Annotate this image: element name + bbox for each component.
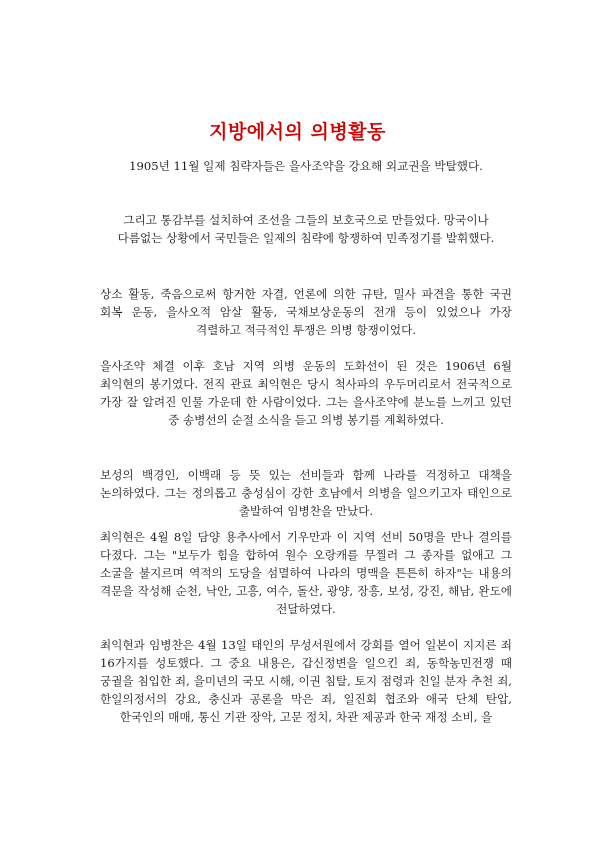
paragraph-treaty-intro: 1905년 11월 일제 침략자들은 을사조약을 강요해 외교권을 박탈했다. xyxy=(129,159,483,173)
paragraph-damyang-resolution: 최익현은 4월 8일 담양 용추사에서 기우만과 이 지역 선비 50명을 만나 결의를 다졌다. 그는 "보두가 힘을 합하여 원수 오랑캐를 무찔러 그 종자를 없애고 그 소굴을 불지르며 역적의 도당을 섬멸하여 나라의 명맥을 튼튼히 하자"는 내용의 격문을 작성해 순천, 낙안, 고흥, 여수, 돌산, 광양, 장흥, 보성, 강진, 해남, 완도에 전달하였다. xyxy=(100,530,512,616)
paragraph-boseong-scholars: 보성의 백경인, 이백래 등 뜻 있는 선비들과 함께 나라를 걱정하고 대책을 논의하였다. 그는 정의롭고 충성심이 강한 호남에서 의병을 일으키고자 태인으로 출발하여 임병찬을 만났다. xyxy=(100,468,512,518)
paragraph-choi-ik-hyun-uprising: 을사조약 체결 이후 호남 지역 의병 운동의 도화선이 된 것은 1906년 6월 최익현의 봉기였다. 전직 관료 최익현은 당시 척사파의 우두머리로서 전국적으로 가장 잘 알려진 인물 가운데 한 사람이었다. 그는 을사조약에 분노를 느끼고 있던 중 송병선의 순절 소식을 듣고 의병 봉기를 계획하였다. xyxy=(100,359,512,427)
document-title: 지방에서의 의병활동 xyxy=(209,121,386,143)
paragraph-museong-seowon: 최익현과 임병찬은 4월 13일 태인의 무성서원에서 강회를 열어 일본이 지지른 죄 16가지를 성토했다. 그 중요 내용은, 갑신정변을 일으킨 죄, 동학농민전쟁 때 궁궐을 침입한 죄, 을미년의 국모 시해, 이권 침탈, 토지 점령과 친일 분자 추천 죄, 한일의정서의 강요, 충신과 공론을 막은 죄, 일진회 협조와 애국 단체 탄압, 한국인의 매매, 통신 기관 장악, 고문 정치, 차관 제공과 한국 재정 소비, 을 xyxy=(100,638,512,724)
paragraph-residency-general: 그리고 통감부를 설치하여 조선을 그들의 보호국으로 만들었다. 망국이나 다름없는 상황에서 국민들은 일제의 침략에 항쟁하여 민족정기를 발휘했다. xyxy=(117,213,495,245)
paragraph-resistance-activities: 상소 활동, 죽음으로써 항거한 자결, 언론에 의한 규탄, 밀사 파견을 통한 국권 회복 운동, 을사오적 암살 활동, 국채보상운동의 전개 등이 있었으나 가장 격렬하고 적극적인 투쟁은 의병 항쟁이었다. xyxy=(100,287,512,337)
